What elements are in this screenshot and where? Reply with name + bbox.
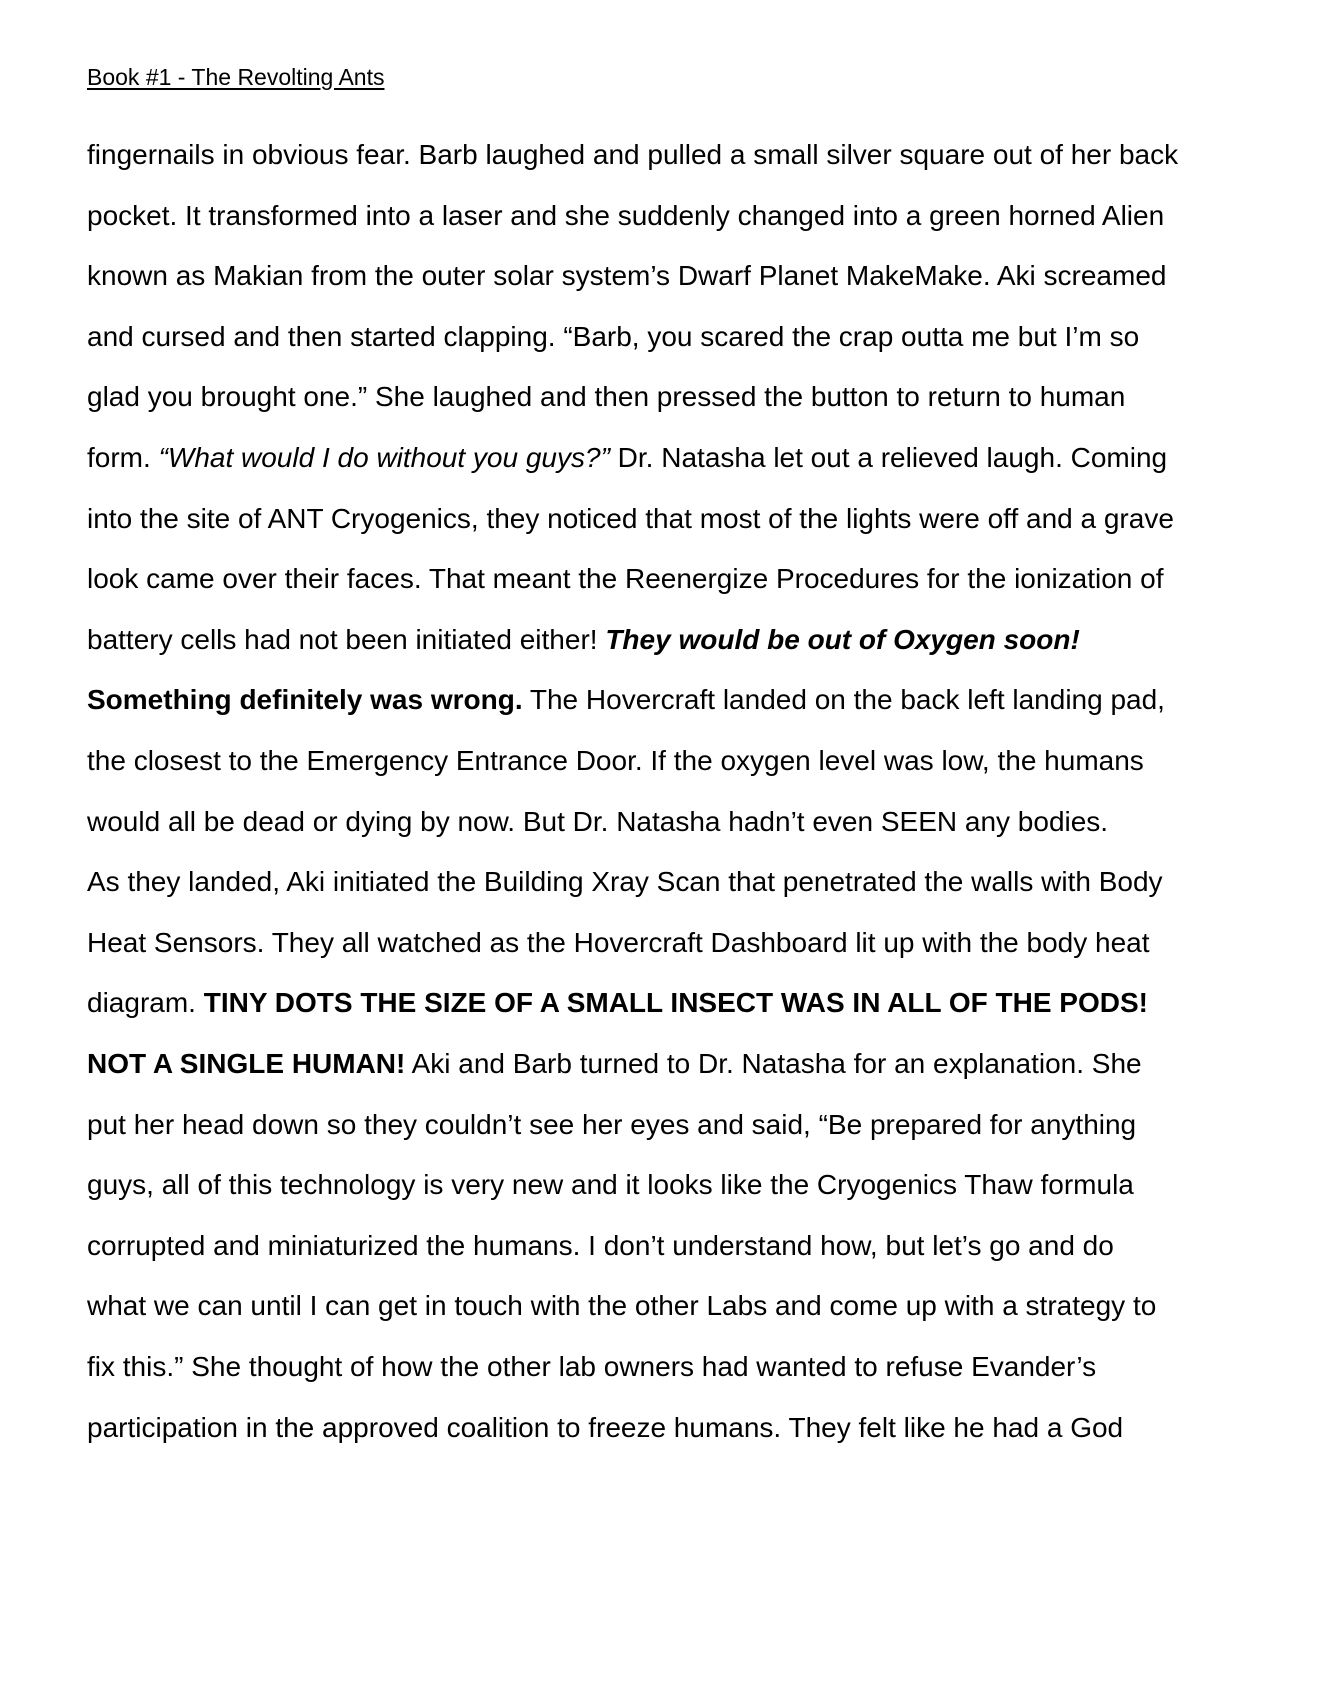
text-run: participation in the approved coalition to freeze humans. They felt like he had a God (87, 1411, 1124, 1443)
text-run: form. (87, 442, 159, 473)
text-run: TINY DOTS THE SIZE OF A SMALL INSECT WAS IN ALL OF THE PODS! (203, 987, 1148, 1019)
text-run: corrupted and miniaturized the humans. I don’t understand how, but let’s go and do (87, 1229, 1114, 1261)
text-line (87, 1229, 1114, 1263)
text-run: the closest to the Emergency Entrance Door. If the oxygen level was low, the humans (87, 745, 1144, 776)
text-run: As they landed, Aki initiated the Building Xray Scan that penetrated the walls with Body (87, 866, 1163, 898)
text-run: fix this.” She thought of how the other lab owners had wanted to refuse Evander’s (87, 1351, 1097, 1382)
text-run: pocket. It transformed into a laser and she suddenly changed into a green horned Alien (87, 199, 1165, 231)
text-run: Dr. Natasha let out a relieved laugh. Coming (609, 442, 1168, 473)
text-line (87, 259, 1166, 293)
text-line (87, 138, 1178, 172)
text-run: NOT A SINGLE HUMAN! (87, 1048, 406, 1079)
text-line (87, 320, 1139, 354)
text-run: put her head down so they couldn’t see her eyes and said, “Be prepared for anything (87, 1108, 1137, 1140)
text-line (87, 683, 1165, 717)
text-line (87, 1350, 1096, 1384)
text-run: fingernails in obvious fear. Barb laughed and pulled a small silver square out of her back (87, 139, 1179, 170)
text-line (87, 623, 1080, 657)
text-run: “What would I do without you guys?” (158, 442, 610, 473)
text-run: what we can until I can get in touch with the other Labs and come up with a strategy to (87, 1290, 1157, 1322)
text-line (87, 1168, 1134, 1202)
text-run: into the site of ANT Cryogenics, they noticed that most of the lights were off and a grave (87, 502, 1174, 534)
text-run: known as Makian from the outer solar system’s Dwarf Planet MakeMake. Aki screamed (87, 260, 1167, 292)
text-run: They would be out of Oxygen soon! (605, 623, 1080, 655)
text-run: look came over their faces. That meant the Reenergize Procedures for the ionization of (87, 563, 1164, 595)
text-line (87, 441, 1167, 475)
text-line (87, 1108, 1136, 1142)
text-line (87, 199, 1164, 233)
text-run: guys, all of this technology is very new and it looks like the Cryogenics Thaw formula (87, 1169, 1134, 1201)
text-run: would all be dead or dying by now. But Dr. Natasha hadn’t even SEEN any bodies. (87, 805, 1109, 837)
text-line (87, 502, 1174, 536)
text-run: Heat Sensors. They all watched as the Hovercraft Dashboard lit up with the body heat (87, 926, 1150, 958)
document-header-title: Book #1 - The Revolting Ants (87, 64, 385, 90)
text-line (87, 562, 1164, 596)
text-run: glad you brought one.” She laughed and then pressed the button to return to human (87, 381, 1126, 413)
text-run: The Hovercraft landed on the back left landing pad, (522, 684, 1165, 716)
text-run: diagram. (87, 987, 204, 1019)
text-line (87, 805, 1108, 839)
text-run: Aki and Barb turned to Dr. Natasha for an explanation. She (405, 1048, 1142, 1079)
text-line (87, 744, 1144, 778)
text-run: battery cells had not been initiated either! (87, 623, 606, 655)
text-line (87, 1289, 1156, 1323)
text-line (87, 865, 1163, 899)
text-line (87, 986, 1148, 1020)
text-line (87, 1047, 1142, 1081)
text-line (87, 1411, 1123, 1445)
text-line (87, 380, 1125, 414)
text-line (87, 926, 1150, 960)
text-run: and cursed and then started clapping. “Barb, you scared the crap outta me but I’m so (87, 320, 1140, 352)
text-run: Something definitely was wrong. (87, 684, 523, 716)
